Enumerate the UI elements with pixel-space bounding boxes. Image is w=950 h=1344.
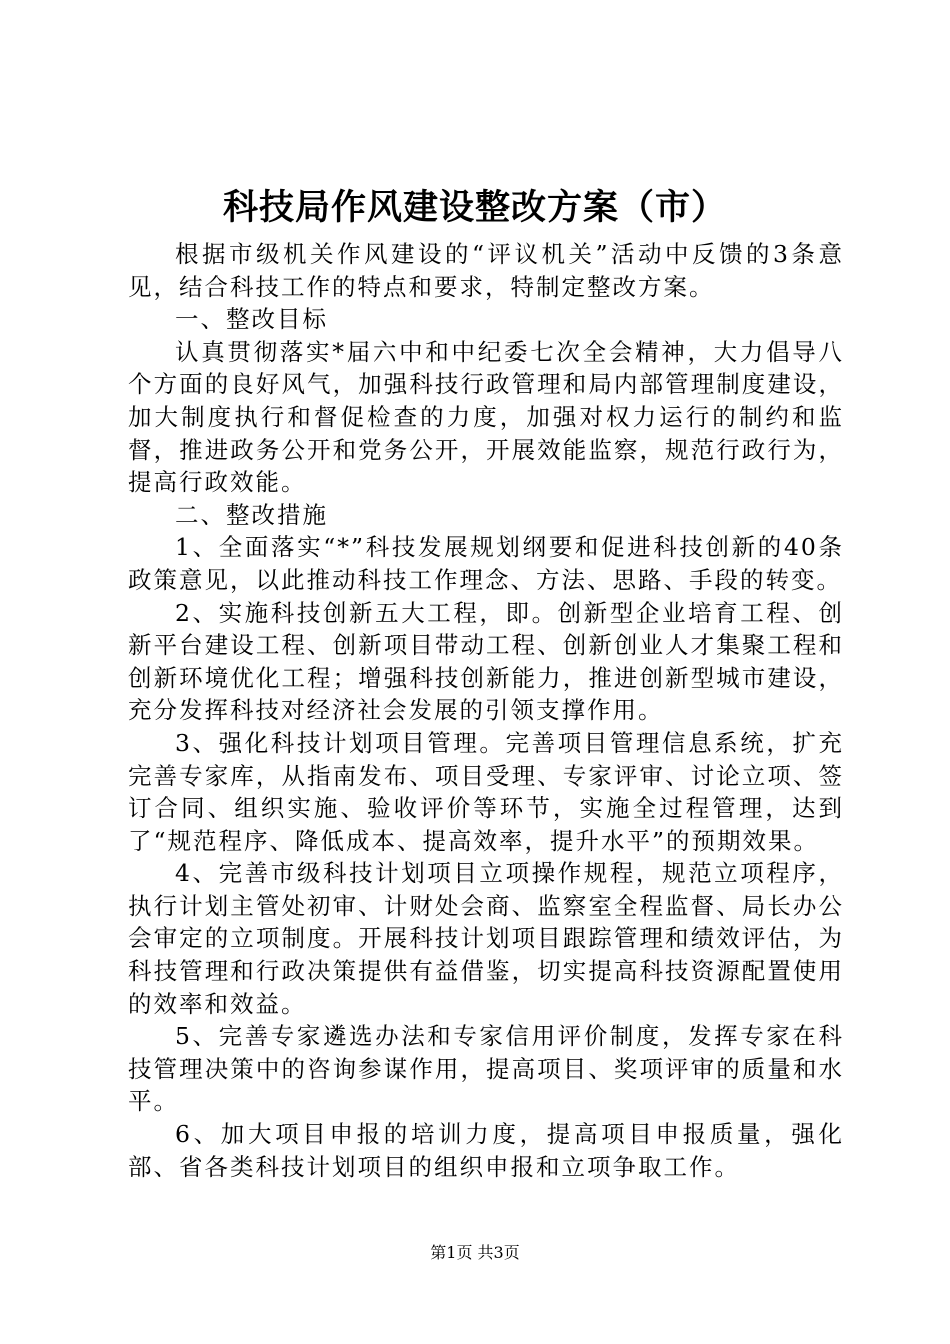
measure-item-4: 4、完善市级科技计划项目立项操作规程，规范立项程序，执行计划主管处初审、计财处会商、监察室全程监督、局长办公会审定的立项制度。开展科技计划项目跟踪管理和绩效评估，为科技管理和行政决策提供有益借鉴，切实提高科技资源配置使用的效率和效益。 <box>128 859 844 1018</box>
measure-item-2: 2、实施科技创新五大工程，即。创新型企业培育工程、创新平台建设工程、创新项目带动工程、创新创业人才集聚工程和创新环境优化工程；增强科技创新能力，推进创新型城市建设，充分发挥科技对经济社会发展的引领支撑作用。 <box>128 598 844 725</box>
section-heading-goals: 一、整改目标 <box>175 305 328 334</box>
measure-item-6: 6、加大项目申报的培训力度，提高项目申报质量，强化部、省各类科技计划项目的组织申报和立项争取工作。 <box>128 1120 844 1181</box>
goals-paragraph: 认真贯彻落实*届六中和中纪委七次全会精神，大力倡导八个方面的良好风气，加强科技行政管理和局内部管理制度建设，加大制度执行和督促检查的力度，加强对权力运行的制约和监督，推进政务公开和党务公开，开展效能监察，规范行政行为，提高行政效能。 <box>128 337 844 497</box>
measure-item-3: 3、强化科技计划项目管理。完善项目管理信息系统，扩充完善专家库，从指南发布、项目受理、专家评审、讨论立项、签订合同、组织实施、验收评价等环节，实施全过程管理，达到了“规范程序、降低成本、提高效率，提升水平”的预期效果。 <box>128 728 844 855</box>
section-heading-measures: 二、整改措施 <box>175 500 328 529</box>
page-number-footer: 第1页 共3页 <box>430 1243 520 1262</box>
measure-item-5: 5、完善专家遴选办法和专家信用评价制度，发挥专家在科技管理决策中的咨询参谋作用，提高项目、奖项评审的质量和水平。 <box>128 1022 844 1116</box>
intro-paragraph: 根据市级机关作风建设的“评议机关”活动中反馈的3条意见，结合科技工作的特点和要求，特制定整改方案。 <box>128 240 844 301</box>
document-body <box>128 238 844 1183</box>
measure-item-1: 1、全面落实“*”科技发展规划纲要和促进科技创新的40条政策意见，以此推动科技工作理念、方法、思路、手段的转变。 <box>128 533 844 594</box>
document-title: 科技局作风建设整改方案（市） <box>222 187 727 228</box>
